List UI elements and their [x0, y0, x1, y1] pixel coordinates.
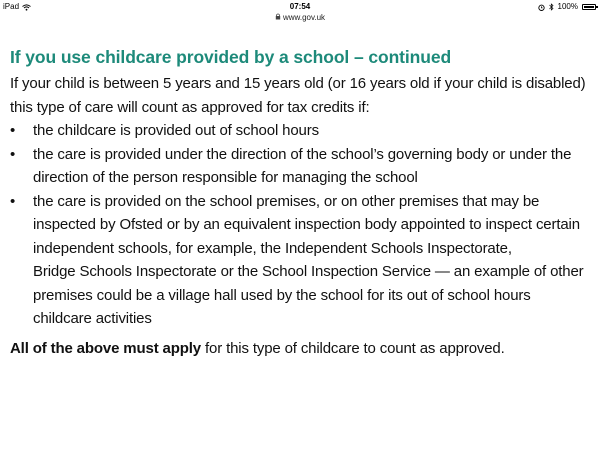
device-label: iPad	[3, 2, 20, 11]
list-item-line: the care is provided on the school premises, or on other premises that may be	[33, 192, 540, 210]
main-content	[10, 46, 590, 360]
bluetooth-icon	[549, 3, 554, 11]
bullet-marker: •	[10, 122, 16, 139]
footer-text: for this type of childcare to count as approved.	[200, 339, 505, 357]
list-item-line: inspected by Ofsted or by an equivalent inspection body appointed to inspect certain	[33, 216, 580, 233]
footer-paragraph	[10, 337, 590, 361]
alarm-icon	[538, 4, 545, 11]
bullet-marker: •	[10, 192, 16, 210]
clock: 07:54	[289, 2, 311, 11]
footer-emphasis: All of the above must apply	[10, 339, 201, 357]
list-item-line: childcare activities	[33, 310, 152, 327]
battery-fill	[584, 6, 594, 8]
battery-percent: 100%	[557, 2, 578, 11]
intro-line-1: If your child is between 5 years and 15 years old (or 16 years old if your child is disabled)	[10, 75, 586, 92]
list-item	[10, 143, 590, 190]
list-item-line: the care is provided under the direction of the school’s governing body or under the	[33, 145, 572, 163]
conditions-list	[10, 119, 590, 331]
url-text: www.gov.uk	[282, 13, 326, 23]
list-item-line: direction of the person responsible for managing the school	[33, 169, 418, 186]
list-item-line: Bridge Schools Inspectorate or the School Inspection Service — an example of other	[33, 263, 584, 280]
list-item	[10, 190, 590, 331]
lock-icon	[275, 12, 281, 24]
intro-line-2: this type of care will count as approved for tax credits if:	[10, 98, 370, 116]
page-heading: If you use childcare provided by a school – continued	[10, 47, 452, 67]
bullet-marker: •	[10, 145, 16, 163]
intro-paragraph	[10, 72, 590, 119]
battery-icon	[582, 4, 596, 10]
list-item	[10, 119, 590, 143]
list-item-line: the childcare is provided out of school hours	[33, 122, 319, 139]
url-bar[interactable]	[0, 12, 600, 24]
list-item-line: premises could be a village hall used by the school for its out of school hours	[33, 286, 531, 304]
list-item-line: independent schools, for example, the Independent Schools Inspectorate,	[33, 239, 512, 257]
